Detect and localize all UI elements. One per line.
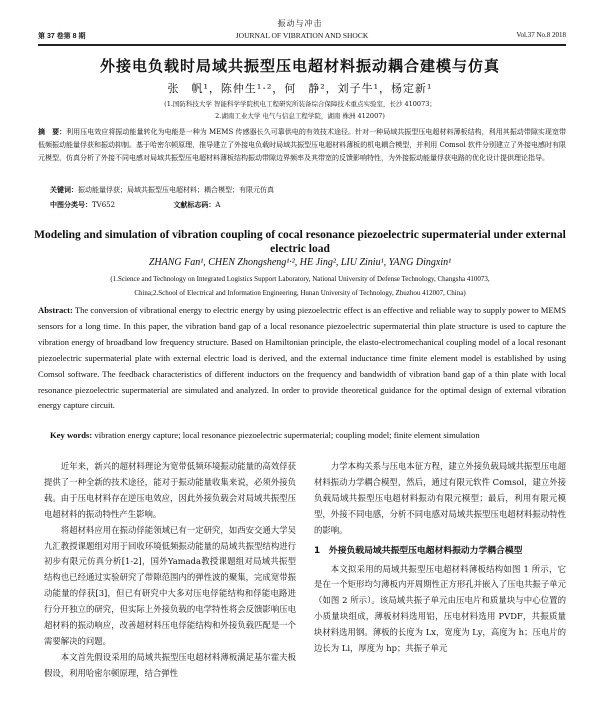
en-affiliation-1: (1.Science and Technology on Integrated Logistics Support Laboratory, National University of Defense Technology, Changsha 410073, xyxy=(110,275,490,283)
clc-label: 中图分类号： xyxy=(50,201,92,209)
cn-keywords-text: 振动能量俘获；局域共振型压电超材料；耦合模型；有限元仿真 xyxy=(78,186,274,194)
en-affiliation-2: China;2.School of Electrical and Information Engineering, Hunan University of Technology, Zhuzhou 412007, China) xyxy=(134,289,466,297)
en-keywords-label: Key words: xyxy=(50,430,93,440)
en-keywords-text: vibration energy capture; local resonance piezoelectric supermaterial; coupling model; finite element simulation xyxy=(94,430,480,440)
cn-keywords-label: 关键词： xyxy=(50,186,78,194)
en-abstract-label: Abstract: xyxy=(38,305,73,315)
running-head: 振动与冲击 xyxy=(277,19,323,28)
header-rule xyxy=(38,44,566,46)
doc-code-value: A xyxy=(215,201,221,209)
en-abstract xyxy=(38,303,566,414)
doc-code-field xyxy=(173,200,248,210)
body-paragraph: 将超材料应用在振动俘能领域已有一定研究，如西安交通大学吴九汇教授课题组对用于回收环境低频振动能量的局域共振型结构进行初步有限元仿真分析[1-2]，国外Yamada教授课题组对局域共振型结构也已经通过实验研究了带隙范围内的弹性波的聚集，完成宽带振动能量的俘获[3]，但已有研究中大多对压电俘能结构和俘能电路进行分开独立的研究，但实际上外接负载的电学特性将会反馈影响压电超材料的振动响应，改善超材料压电俘能结构和外接负载匹配是一个需要解决的问题。 xyxy=(44,524,296,646)
cn-abstract xyxy=(38,126,566,165)
body-paragraph: 力学本构关系与压电本征方程，建立外接负载局域共振型压电超材料振动力学耦合模型，然后，通过有限元软件 Comsol，建立外接负载局域共振型压电超材料振动有限元模型；最后，利用有限元模型，外接不同电感，分析不同电感对局域共振型压电超材料振动特性的影响。 xyxy=(314,461,566,535)
body-paragraph: 本文拟采用的局域共振型压电超材料薄板结构如图 1 所示，它是在一个矩形均匀薄板内开周期性正方形孔并嵌入了压电共振子单元（如图 2 所示）。该局域共振子单元由压电片和质量块与中心位置的小质量块组成，薄板材料选用铝，压电材料选用 PVDF，共振质量块材料选用钢。薄板的长度为 Lx，宽度为 Ly，高度为 h；压电片的边长为 Li，厚度为 hp；共振子单元 xyxy=(314,563,566,654)
body-column-left xyxy=(44,459,296,682)
cn-affiliation-2: 2.湖南工业大学 电气与信息工程学院，湖南 株洲 412007) xyxy=(215,112,385,120)
en-abstract-text: The conversion of vibrational energy to electric energy by using piezoelectric effect is an effective and reliable way to supply power to MEMS sensors for a long time. In this paper, the vibration band gap of a local resonance piezoelectric supermaterial thin plate structure is used to capture the vibration energy of broadband low frequency structure. Based on Hamiltonian principle, the elasto-electromechanical coupling model of a local resonant piezoelectric supermaterial plate with external electric load is derived, and the external inductance time finite element model is established by using Comsol software. The feedback characteristics of different inductors on the frequency and bandwidth of vibration band gap of a thin plate with local resonance piezoelectric supermaterial are simulated and analyzed. In order to provide theoretical guidance for the optimal design of external vibration energy capture circuit. xyxy=(38,305,567,411)
en-title: Modeling and simulation of vibration coupling of cocal resonance piezoelectric supermaterial under external electric load xyxy=(34,229,566,255)
cn-keywords xyxy=(50,185,566,195)
cn-authors: 张 帆¹，陈仲生¹·²，何 静²，刘子牛¹，杨定新¹ xyxy=(167,82,433,95)
volume-issue-cn: 第 37 卷第 8 期 xyxy=(38,33,86,40)
cn-classification xyxy=(50,200,276,210)
journal-header xyxy=(38,31,566,43)
body-paragraph: 本文首先假设采用的局域共振型压电超材料薄板满足基尔霍夫板假设，利用哈密尔顿原理，结合弹性 xyxy=(44,651,296,678)
doc-code-label: 文献标志码： xyxy=(173,201,216,209)
body-paragraph: 近年来，新兴的超材料理论为宽带低频环境振动能量的高效俘获提供了一种全新的技术途径，能对于振动能量收集来说，必须外接负载。由于压电材料存在逆压电效应，因此外接负载会对局域共振型压电超材料的振动特性产生影响。 xyxy=(44,461,296,519)
body-column-right xyxy=(314,459,566,657)
cn-affiliation-1: (1.国防科技大学 智能科学学院机电工程研究所装备综合保障技术重点实验室，长沙 410073； xyxy=(164,100,436,108)
volume-issue-en: Vol.37 No.8 2018 xyxy=(516,31,566,39)
journal-name-en: JOURNAL OF VIBRATION AND SHOCK xyxy=(235,31,369,40)
cn-abstract-label: 摘 要： xyxy=(38,128,67,136)
clc-value: TV652 xyxy=(92,201,116,209)
section-heading-1: 1 外接负载局域共振型压电超材料振动力学耦合模型 xyxy=(314,545,523,556)
cn-abstract-text: 利用压电效应将振动能量转化为电能是一种为 MEMS 传感器长久可靠供电的有效技术途径。针对一种局域共振型压电超材料薄板结构，利用其振动带隙实现宽带低频振动能量俘获和振动抑制。基于哈密尔顿原理，推导建立了外接电负载时局域共振型压电超材料薄板的机电耦合模型，并利用 Comsol 软件分别建立了外接电感时有限元模型，仿真分析了外接不同电感对局域共振型压电超材料薄板结构振动带隙边界频率及其带宽的反馈影响特性，为外接振动能量俘获电路的优化设计提供理论指导。 xyxy=(38,128,566,162)
en-authors: ZHANG Fan¹, CHEN Zhongsheng¹·², HE Jing², LIU Ziniu¹, YANG Dingxin¹ xyxy=(148,257,452,268)
clc-field xyxy=(50,200,143,210)
cn-title: 外接电负载时局域共振型压电超材料振动耦合建模与仿真 xyxy=(99,57,500,75)
en-keywords xyxy=(50,428,566,443)
